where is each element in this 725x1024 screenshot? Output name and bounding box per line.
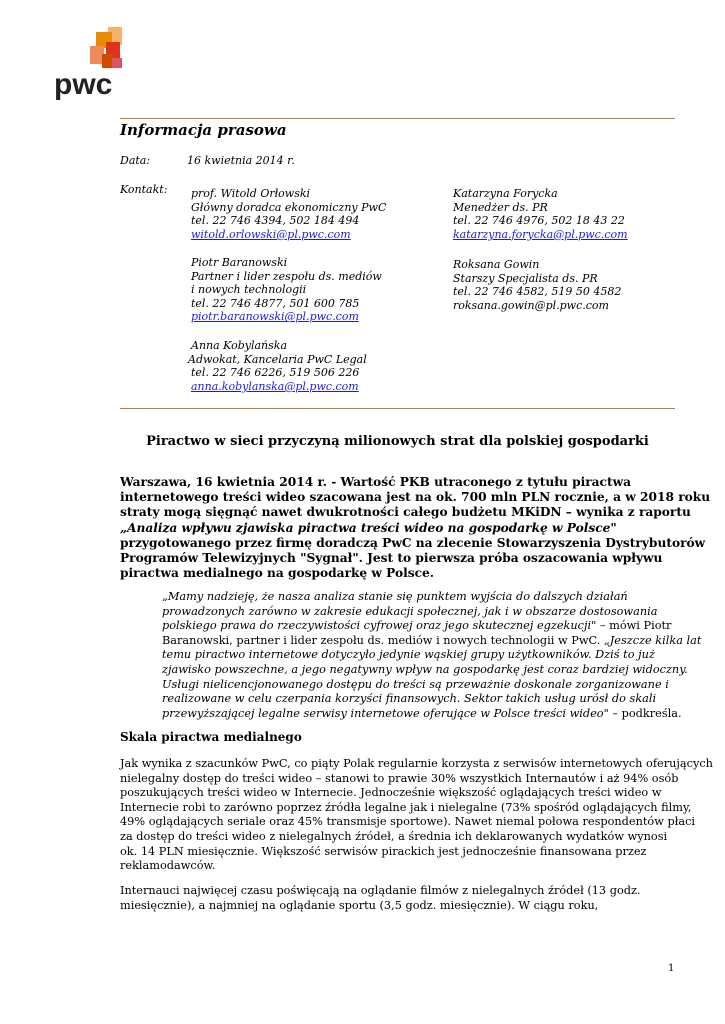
contact-line: i nowych technologii — [191, 283, 307, 297]
quote-attribution: Baranowski, partner i lider zespołu ds. mediów i nowych technologii w PwC. — [162, 633, 604, 647]
quote-attribution: – mówi Piotr — [596, 619, 672, 633]
email-link-kobylanska[interactable]: anna.kobylanska@pl.pwc.com — [191, 379, 359, 393]
logo-block-rose — [90, 46, 104, 64]
contact-card-gowin — [453, 258, 621, 312]
lead-line: przygotowanego przez firmę doradczą PwC na zlecenie Stowarzyszenia Dystrybutorów — [120, 535, 706, 550]
contact-line: Menedżer ds. PR — [453, 200, 548, 214]
quote-text: „Mamy nadzieję, że nasza analiza stanie się punktem wyjścia do dalszych działań — [162, 590, 628, 603]
lead-line: internetowego treści wideo szacowana jest na ok. 700 mln PLN rocznie, a w 2018 roku — [120, 490, 711, 505]
article-headline: Piractwo w sieci przyczyną milionowych strat dla polskiej gospodarki — [146, 434, 649, 449]
email-link-baranowski[interactable]: piotr.baranowski@pl.pwc.com — [191, 310, 359, 324]
contact-line: tel. 22 746 6226, 519 506 226 — [191, 366, 360, 380]
contact-line: Anna Kobylańska — [191, 339, 287, 352]
body-line: za dostęp do treści wideo z nielegalnych źródeł, a średnia ich deklarowanych wydatków wynosi — [120, 829, 668, 843]
contact-email-plain: roksana.gowin@pl.pwc.com — [453, 298, 609, 312]
lead-line: Programów Telewizyjnych "Sygnał". Jest to pierwsza próba oszacowania wpływu — [120, 551, 663, 566]
contact-line: Piotr Baranowski — [191, 256, 288, 269]
body-line: Jak wynika z szacunków PwC, co piąty Polak regularnie korzysta z serwisów internetowych oferujących — [120, 757, 713, 770]
body-line: Internecie robi to zarówno poprzez źródła legalne jak i nielegalne (73% spośród oglądających filmy, — [120, 800, 692, 814]
contact-card-forycka — [453, 187, 628, 241]
contact-line: Katarzyna Forycka — [453, 187, 558, 200]
email-link-orlowski[interactable]: witold.orlowski@pl.pwc.com — [191, 227, 351, 241]
pwc-logo-mark — [50, 24, 130, 104]
body-line: poszukujących treści wideo w Internecie. Jednocześnie większość oglądających treści wideo w — [120, 786, 662, 800]
contact-card-orlowski — [191, 187, 386, 241]
top-divider — [120, 118, 675, 119]
quote-text: przewyższającej legalne serwisy internetowe oferujące w Polsce treści wideo" — [162, 706, 609, 720]
body-line: Internauci najwięcej czasu poświęcają na oglądanie filmów z nielegalnych źródeł (13 godz. — [120, 884, 641, 897]
logo-block-pink — [112, 58, 122, 68]
quote-text: Usługi nielicencjonowanego dostępu do treści są przeważnie doskonale zorganizowane i — [162, 677, 669, 691]
body-line: reklamodawców. — [120, 859, 216, 873]
lead-line-report-title: „Analiza wpływu zjawiska piractwa treści wideo na gospodarkę w Polsce" — [120, 520, 617, 535]
quote-text: realizowane w celu czerpania korzyści finansowych. Sektor takich usług urósł do skali — [162, 692, 657, 706]
body-line: ok. 14 PLN miesięcznie. Większość serwisów pirackich jest jednocześnie finansowana przez — [120, 844, 647, 858]
lead-paragraph — [120, 475, 711, 581]
document-title: Informacja prasowa — [120, 121, 287, 139]
contact-card-baranowski — [191, 256, 382, 324]
logo-wordmark: pwc — [54, 68, 113, 101]
quote-text: „Jeszcze kilka lat — [603, 633, 702, 647]
contact-line: Starszy Specjalista ds. PR — [453, 271, 598, 285]
email-link-forycka[interactable]: katarzyna.forycka@pl.pwc.com — [453, 227, 628, 241]
contact-line: prof. Witold Orłowski — [191, 187, 311, 200]
body-paragraph-2 — [120, 884, 680, 913]
contact-label: Kontakt: — [120, 183, 168, 196]
quote-text: prowadzonych zarówno w zakresie edukacji społecznej, jak i w obszarze dostosowania — [162, 604, 658, 618]
contact-line: Partner i lider zespołu ds. mediów — [191, 269, 382, 283]
quote-paragraph — [162, 590, 702, 721]
contact-card-kobylanska — [188, 339, 367, 393]
contact-line: Adwokat, Kancelaria PwC Legal — [188, 352, 367, 366]
quote-text: temu piractwo internetowe dotyczyło jedynie wąskiej grupy użytkowników. Dziś to już — [162, 648, 655, 662]
lead-line: Warszawa, 16 kwietnia 2014 r. - Wartość PKB utraconego z tytułu piractwa — [120, 475, 631, 489]
contact-line: Główny doradca ekonomiczny PwC — [191, 200, 387, 214]
contact-line: tel. 22 746 4877, 501 600 785 — [191, 296, 360, 310]
body-line: miesięcznie), a najmniej na oglądanie sportu (3,5 godz. miesięcznie). W ciągu roku, — [120, 898, 599, 912]
body-paragraph-1 — [120, 757, 713, 874]
quote-text: zjawisko powszechne, a jego negatywny wpływ na gospodarkę jest coraz bardziej widoczny. — [162, 662, 688, 676]
section-title: Skala piractwa medialnego — [120, 730, 302, 744]
date-value: 16 kwietnia 2014 r. — [187, 154, 295, 167]
contact-line: tel. 22 746 4394, 502 184 494 — [191, 214, 360, 228]
lead-line: piractwa medialnego na gospodarkę w Polsce. — [120, 566, 435, 581]
contacts-divider — [120, 408, 675, 409]
date-label: Data: — [120, 154, 151, 167]
quote-text: polskiego prawa do rzeczywistości cyfrowej oraz jego skutecznej egzekucji" — [162, 619, 597, 633]
contact-line: tel. 22 746 4976, 502 18 43 22 — [453, 214, 625, 228]
page-number: 1 — [668, 963, 675, 974]
quote-attribution: – podkreśla. — [608, 706, 682, 720]
body-line: nielegalny dostęp do treści wideo – stanowi to prawie 30% wszystkich Internautów i aż 94% osób — [120, 771, 679, 785]
contact-line: tel. 22 746 4582, 519 50 4582 — [453, 285, 622, 299]
contact-line: Roksana Gowin — [453, 258, 540, 271]
lead-line: straty mogą sięgnąć nawet dwukrotności całego budżetu MKiDN – wynika z raportu — [120, 505, 691, 520]
body-line: 49% oglądających seriale oraz 45% transmisje sportowe). Nawet niemal połowa respondentów płaci — [120, 815, 696, 829]
